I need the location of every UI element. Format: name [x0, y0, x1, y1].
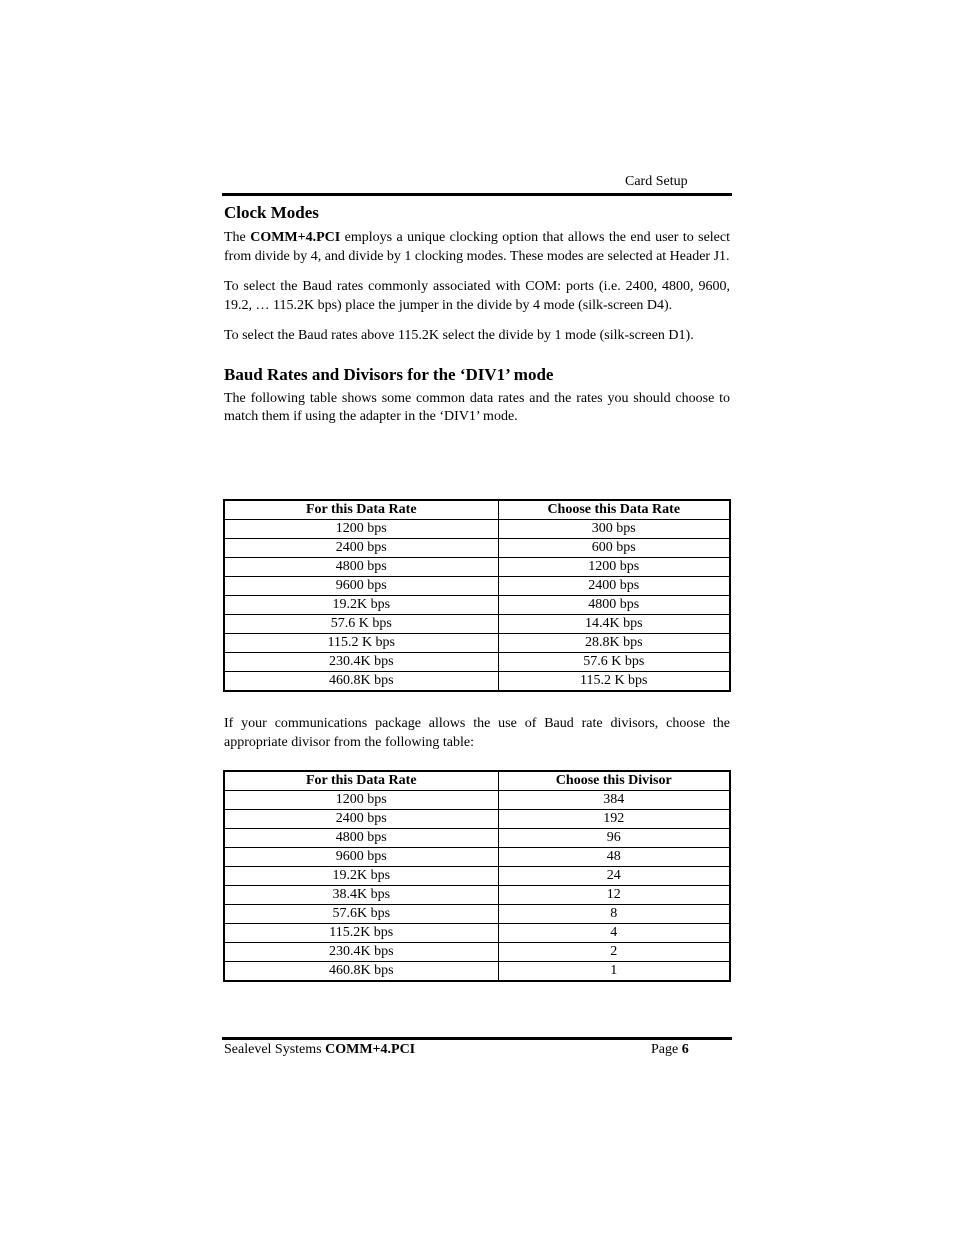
value-cell: 4800 bps	[498, 596, 730, 615]
div1-intro: The following table shows some common data rates and the rates you should choose to match them if using the adapter in the ‘DIV1’ mode.	[224, 390, 730, 424]
value-cell: 57.6 K bps	[498, 653, 730, 672]
value-cell: 1	[498, 962, 730, 982]
clock-modes-section	[224, 202, 730, 427]
table-row	[224, 867, 730, 886]
table-row	[224, 558, 730, 577]
value-cell: 14.4K bps	[498, 615, 730, 634]
clock-modes-paragraph-2: To select the Baud rates commonly associated with COM: ports (i.e. 2400, 4800, 9600, 19.2, … 115.2K bps) place the jumper in the divide by 4 mode (silk-screen D4).	[224, 279, 730, 313]
data-rate-cell: 9600 bps	[224, 577, 498, 596]
table-row	[224, 962, 730, 982]
footer-company	[224, 1042, 415, 1058]
table-row	[224, 672, 730, 692]
data-rate-cell: 115.2 K bps	[224, 634, 498, 653]
value-cell: 2	[498, 943, 730, 962]
value-cell: 4	[498, 924, 730, 943]
data-rate-cell: 1200 bps	[224, 520, 498, 539]
footer-page	[651, 1042, 689, 1058]
data-rate-cell: 2400 bps	[224, 810, 498, 829]
value-cell: 192	[498, 810, 730, 829]
table-row	[224, 924, 730, 943]
table-row	[224, 848, 730, 867]
data-rate-cell: 230.4K bps	[224, 653, 498, 672]
table-row	[224, 577, 730, 596]
header-rule	[222, 193, 732, 196]
table-header-row	[224, 771, 730, 791]
running-header: Card Setup	[625, 174, 688, 189]
footer-company-name: Sealevel Systems	[224, 1042, 326, 1057]
data-rate-cell: 460.8K bps	[224, 672, 498, 692]
table-row	[224, 539, 730, 558]
value-cell: 600 bps	[498, 539, 730, 558]
p1-text-pre: The	[224, 230, 251, 245]
table-row	[224, 905, 730, 924]
rate-table-header-2: Choose this Data Rate	[498, 500, 730, 520]
table-row	[224, 829, 730, 848]
data-rate-cell: 38.4K bps	[224, 886, 498, 905]
page-number: 6	[681, 1042, 689, 1057]
divisor-table	[223, 770, 731, 982]
div1-heading: Baud Rates and Divisors for the ‘DIV1’ mode	[224, 364, 554, 384]
value-cell: 48	[498, 848, 730, 867]
value-cell: 96	[498, 829, 730, 848]
table-row	[224, 810, 730, 829]
table-row	[224, 615, 730, 634]
value-cell: 8	[498, 905, 730, 924]
divisor-table-header-1: For this Data Rate	[224, 771, 498, 791]
table-row	[224, 653, 730, 672]
table-row	[224, 596, 730, 615]
divisor-intro: If your communications package allows the use of Baud rate divisors, choose the appropriate divisor from the following table:	[224, 716, 730, 750]
data-rate-cell: 19.2K bps	[224, 867, 498, 886]
table-row	[224, 520, 730, 539]
clock-modes-paragraph-1	[224, 229, 730, 266]
divisor-table-header-2: Choose this Divisor	[498, 771, 730, 791]
data-rate-cell: 19.2K bps	[224, 596, 498, 615]
value-cell: 24	[498, 867, 730, 886]
value-cell: 300 bps	[498, 520, 730, 539]
rate-table-header-1: For this Data Rate	[224, 500, 498, 520]
value-cell: 12	[498, 886, 730, 905]
table-row	[224, 634, 730, 653]
data-rate-cell: 4800 bps	[224, 829, 498, 848]
table-row	[224, 791, 730, 810]
clock-modes-paragraph-3: To select the Baud rates above 115.2K select the divide by 1 mode (silk-screen D1).	[224, 328, 694, 343]
data-rate-cell: 57.6 K bps	[224, 615, 498, 634]
data-rate-cell: 1200 bps	[224, 791, 498, 810]
data-rate-cell: 115.2K bps	[224, 924, 498, 943]
table-row	[224, 943, 730, 962]
value-cell: 28.8K bps	[498, 634, 730, 653]
data-rate-cell: 4800 bps	[224, 558, 498, 577]
footer-product-name: COMM+4.PCI	[325, 1042, 416, 1057]
table-row	[224, 886, 730, 905]
value-cell: 1200 bps	[498, 558, 730, 577]
data-rate-cell: 9600 bps	[224, 848, 498, 867]
data-rate-cell: 230.4K bps	[224, 943, 498, 962]
value-cell: 115.2 K bps	[498, 672, 730, 692]
value-cell: 384	[498, 791, 730, 810]
footer-rule	[222, 1037, 732, 1040]
footer-page-label: Page	[651, 1042, 682, 1057]
product-name-bold: COMM+4.PCI	[250, 230, 341, 245]
data-rate-cell: 2400 bps	[224, 539, 498, 558]
data-rate-cell: 460.8K bps	[224, 962, 498, 982]
p1-text-post: employs a unique clocking option that allows the end user to select from divide by 4, and divide by 1 clocking modes. These modes are selected at Header J1.	[224, 230, 731, 264]
clock-modes-heading: Clock Modes	[224, 203, 319, 222]
rate-table	[223, 499, 731, 692]
value-cell: 2400 bps	[498, 577, 730, 596]
data-rate-cell: 57.6K bps	[224, 905, 498, 924]
table-header-row	[224, 500, 730, 520]
